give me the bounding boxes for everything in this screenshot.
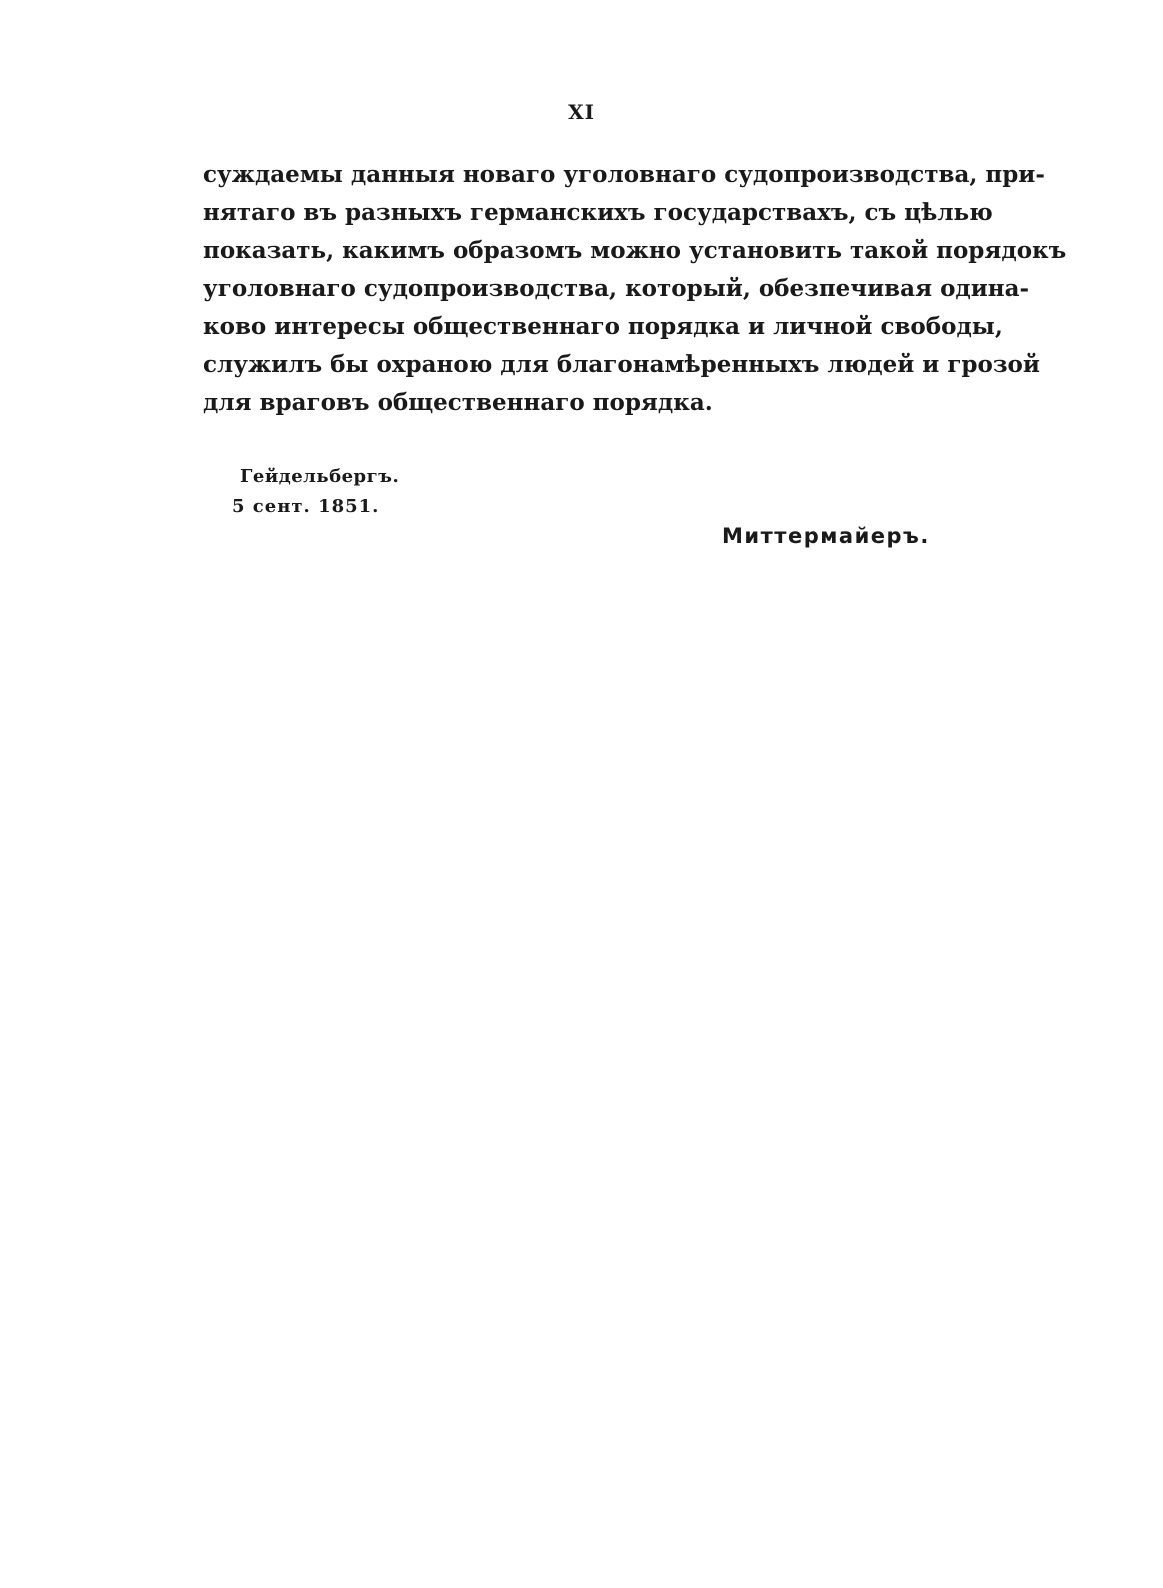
paragraph-line: показать, какимъ образомъ можно установить такой порядокъ (203, 237, 1067, 264)
paragraph-line: нятаго въ разныхъ германскихъ государствахъ, съ цѣлью (203, 199, 993, 226)
date-of-writing: 5 сент. 1851. (232, 496, 380, 517)
paragraph (203, 156, 1067, 422)
place-of-writing: Гейдельбергъ. (240, 466, 400, 487)
paragraph-line: служилъ бы охраною для благонамѣренныхъ людей и грозой (203, 351, 1040, 378)
page-number: XI (568, 100, 595, 124)
author-signature: Миттермайеръ. (722, 524, 930, 548)
paragraph-line: ково интересы общественнаго порядка и личной свободы, (203, 313, 1003, 340)
paragraph-line: для враговъ общественнаго порядка. (203, 389, 713, 416)
paragraph-line: суждаемы данныя новаго уголовнаго судопроизводства, при- (203, 161, 1045, 188)
paragraph-line: уголовнаго судопроизводства, который, обезпечивая одина- (203, 275, 1030, 302)
